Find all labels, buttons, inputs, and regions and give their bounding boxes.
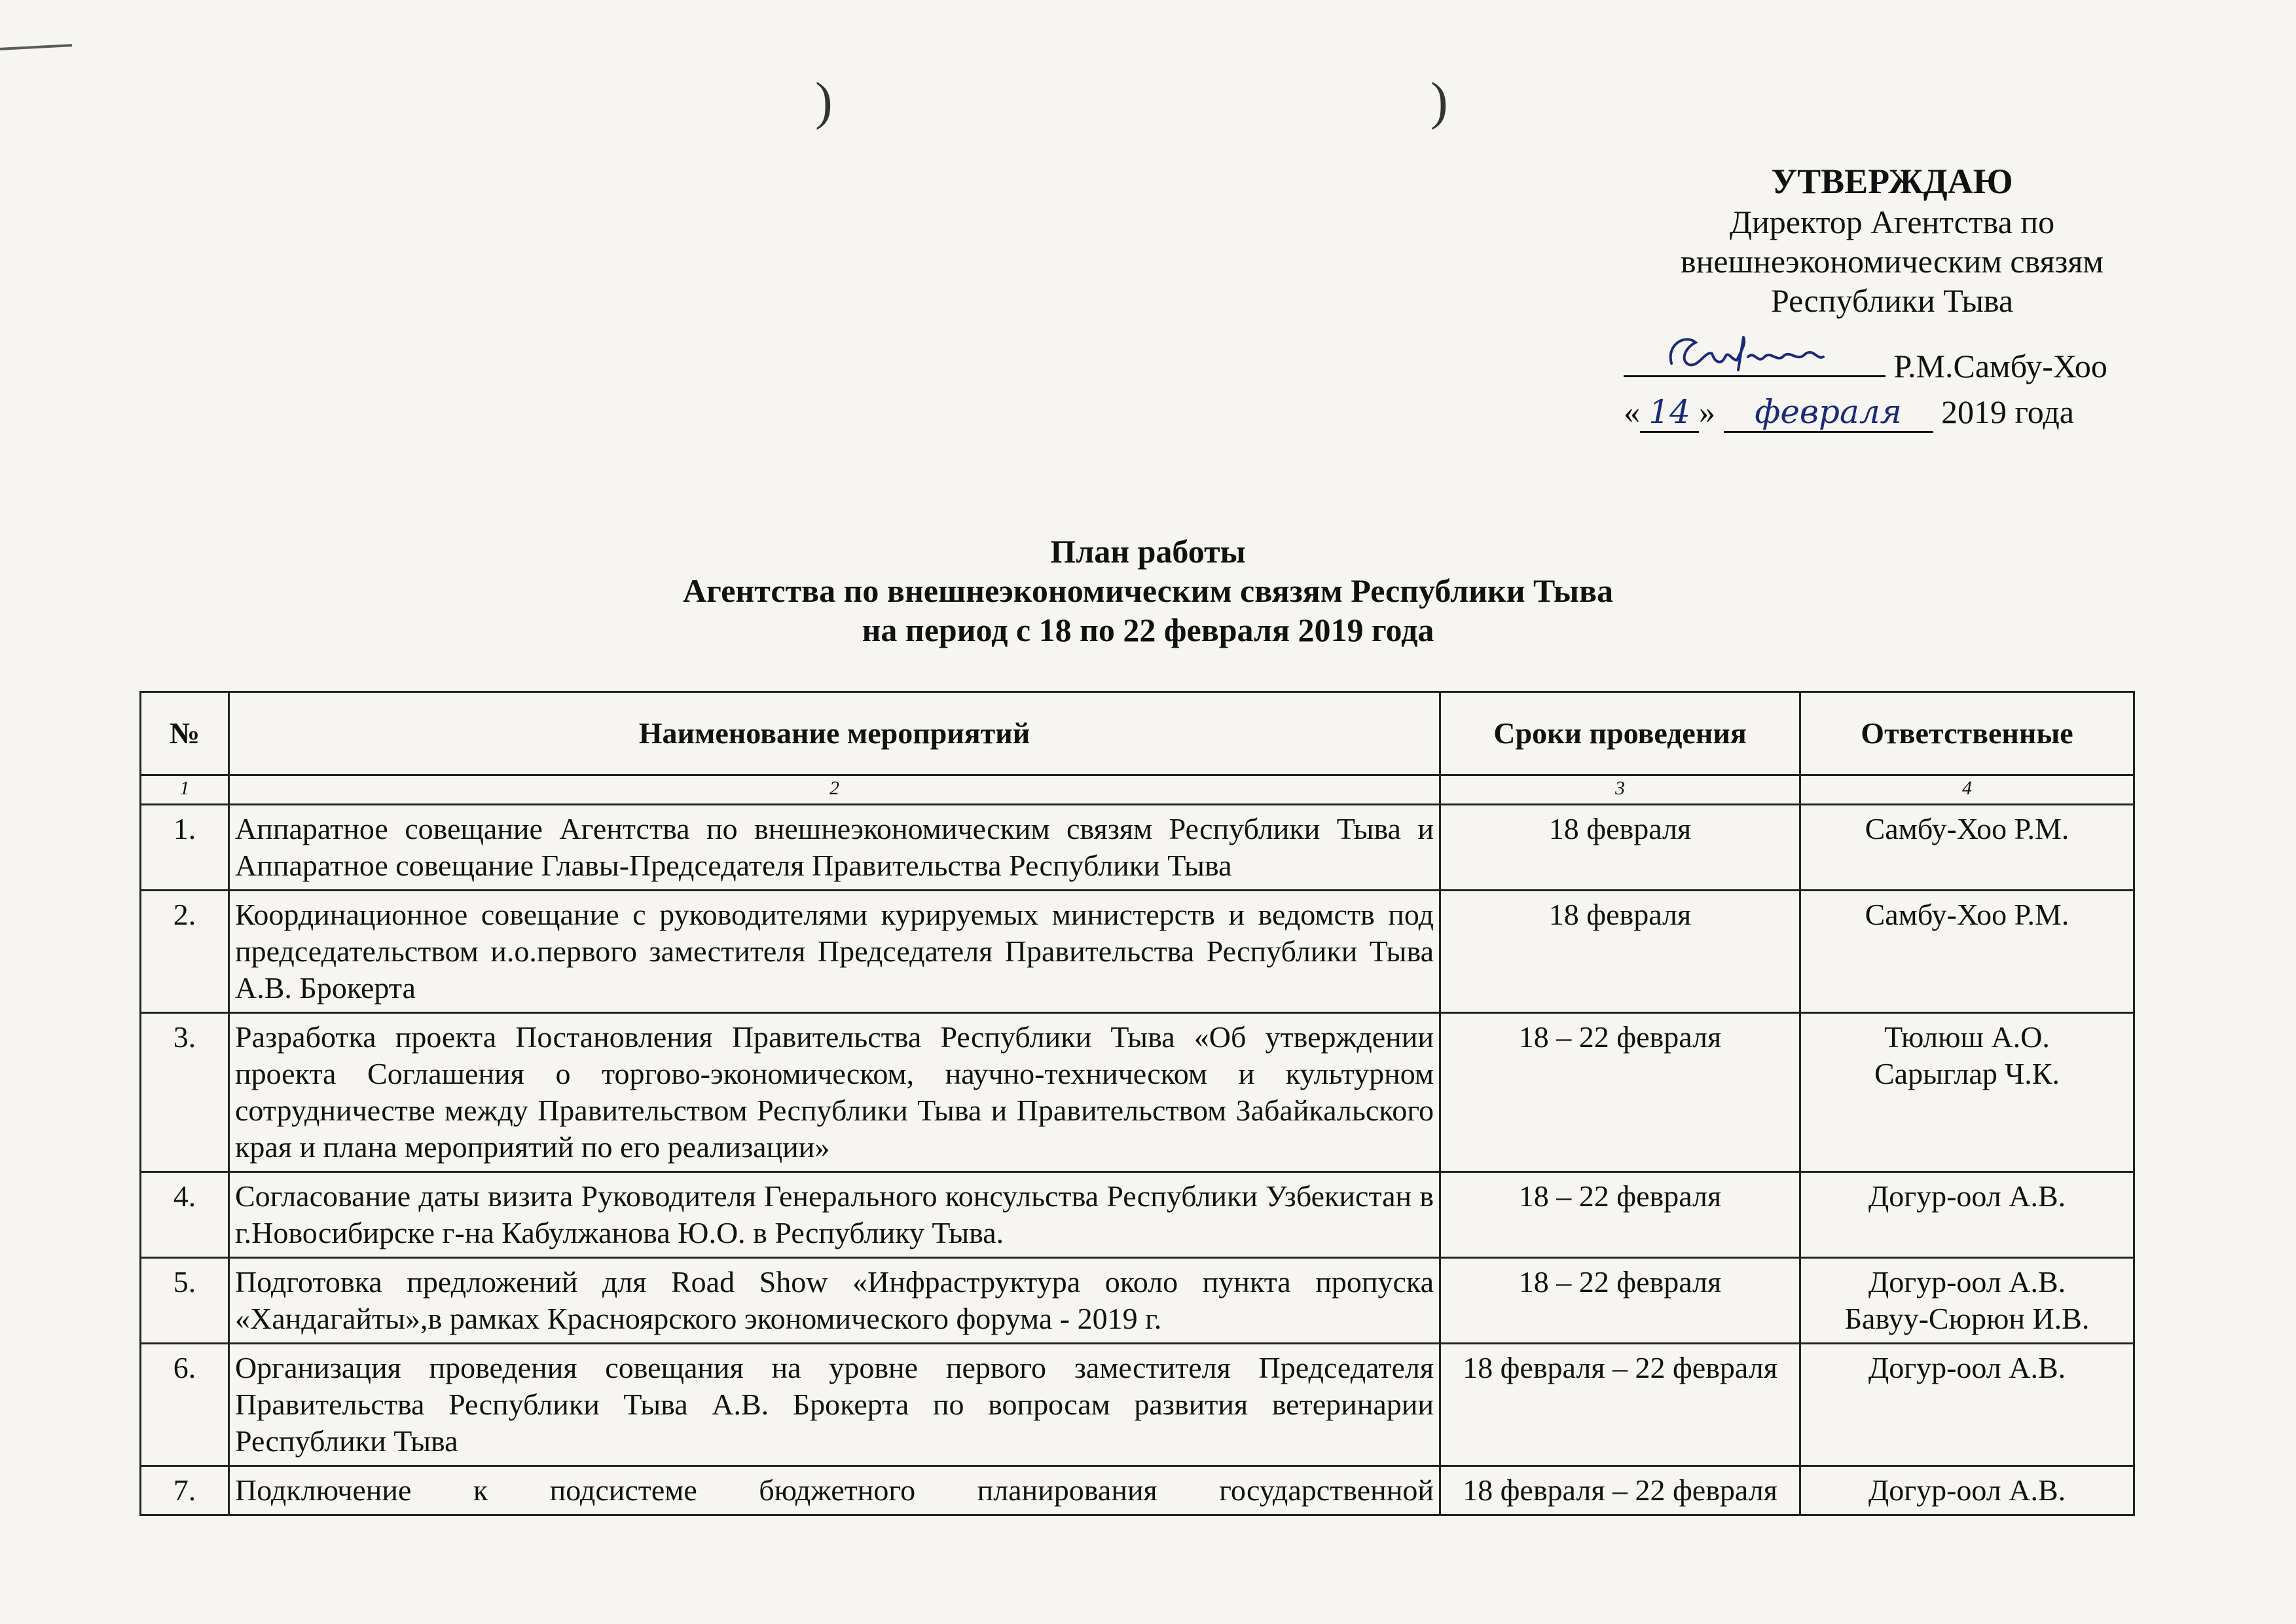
approval-title: УТВЕРЖДАЮ bbox=[1771, 162, 2013, 201]
row-term: 18 февраля – 22 февраля bbox=[1440, 1344, 1800, 1466]
approval-year: 2019 года bbox=[1941, 394, 2074, 430]
row-num: 7. bbox=[141, 1466, 229, 1515]
plan-title-line1: План работы bbox=[1050, 533, 1246, 570]
scan-edge-mark bbox=[0, 44, 72, 50]
column-number-row bbox=[141, 775, 2134, 805]
row-resp-person: Сарыглар Ч.К. bbox=[1874, 1057, 2060, 1090]
approval-month: февраля bbox=[1724, 393, 1933, 433]
row-resp-person: Догур-оол А.В. bbox=[1868, 1265, 2066, 1299]
handwritten-signature bbox=[1660, 324, 1830, 383]
header-num: № bbox=[141, 692, 229, 775]
row-name: Подключение к подсистеме бюджетного планирования государственной bbox=[229, 1466, 1440, 1515]
col-number: 2 bbox=[229, 775, 1440, 805]
approval-date: « 14 » февраля 2019 года bbox=[1624, 393, 2074, 433]
row-num: 6. bbox=[141, 1344, 229, 1466]
plan-title bbox=[0, 532, 2296, 650]
punch-hole-mark: ) bbox=[815, 73, 833, 130]
row-term: 18 – 22 февраля bbox=[1440, 1172, 1800, 1258]
row-resp-person: Бавуу-Сюрюн И.В. bbox=[1844, 1302, 2090, 1335]
table-row bbox=[141, 1344, 2134, 1466]
table-row bbox=[141, 1258, 2134, 1344]
header-name: Наименование мероприятий bbox=[229, 692, 1440, 775]
row-term: 18 февраля bbox=[1440, 805, 1800, 891]
row-resp: Догур-оол А.В. bbox=[1800, 1344, 2134, 1466]
plan-title-line3: на период с 18 по 22 февраля 2019 года bbox=[862, 612, 1434, 648]
row-term: 18 февраля – 22 февраля bbox=[1440, 1466, 1800, 1515]
table-row bbox=[141, 1466, 2134, 1515]
table-row bbox=[141, 1172, 2134, 1258]
table-row bbox=[141, 805, 2134, 891]
punch-hole-mark: ) bbox=[1430, 73, 1448, 130]
row-resp: Самбу-Хоо Р.М. bbox=[1800, 891, 2134, 1013]
plan-title-line2: Агентства по внешнеэкономическим связям Республики Тыва bbox=[683, 572, 1613, 609]
signature-field bbox=[1624, 344, 1886, 377]
plan-table bbox=[139, 691, 2135, 1516]
row-resp: Догур-оол А.В. bbox=[1800, 1466, 2134, 1515]
row-resp bbox=[1800, 1258, 2134, 1344]
table-row bbox=[141, 1013, 2134, 1172]
row-name: Аппаратное совещание Агентства по внешнеэкономическим связям Республики Тыва и Аппаратное совещание Главы-Председателя Правительства Республики Тыва bbox=[229, 805, 1440, 891]
row-term: 18 февраля bbox=[1440, 891, 1800, 1013]
header-resp: Ответственные bbox=[1800, 692, 2134, 775]
table-header-row bbox=[141, 692, 2134, 775]
row-resp bbox=[1800, 1013, 2134, 1172]
row-resp: Самбу-Хоо Р.М. bbox=[1800, 805, 2134, 891]
row-num: 4. bbox=[141, 1172, 229, 1258]
row-num: 3. bbox=[141, 1013, 229, 1172]
header-term: Сроки проведения bbox=[1440, 692, 1800, 775]
table-row bbox=[141, 891, 2134, 1013]
signer-name: Р.М.Самбу-Хоо bbox=[1893, 348, 2107, 384]
signature-line bbox=[1624, 344, 2200, 385]
row-resp-person: Тюлюш А.О. bbox=[1884, 1020, 2050, 1054]
approval-position-line2: внешнеэкономическим связям bbox=[1681, 243, 2104, 280]
row-num: 2. bbox=[141, 891, 229, 1013]
approval-day: 14 bbox=[1640, 393, 1699, 433]
row-term: 18 – 22 февраля bbox=[1440, 1013, 1800, 1172]
approval-position-line1: Директор Агентства по bbox=[1729, 204, 2055, 240]
col-number: 1 bbox=[141, 775, 229, 805]
approval-block bbox=[1597, 160, 2187, 320]
row-name: Разработка проекта Постановления Правительства Республики Тыва «Об утверждении проекта Соглашения о торгово-экономическом, научно-техническом и культурном сотрудничестве между Правительством Республики Тыва и Правительством Забайкальского края и плана мероприятий по его реализации» bbox=[229, 1013, 1440, 1172]
row-name: Организация проведения совещания на уровне первого заместителя Председателя Правительства Республики Тыва А.В. Брокерта по вопросам развития ветеринарии Республики Тыва bbox=[229, 1344, 1440, 1466]
row-name: Согласование даты визита Руководителя Генерального консульства Республики Узбекистан в г.Новосибирске г-на Кабулжанова Ю.О. в Республику Тыва. bbox=[229, 1172, 1440, 1258]
col-number: 3 bbox=[1440, 775, 1800, 805]
approval-position-line3: Республики Тыва bbox=[1770, 282, 2014, 319]
row-resp: Догур-оол А.В. bbox=[1800, 1172, 2134, 1258]
col-number: 4 bbox=[1800, 775, 2134, 805]
row-term: 18 – 22 февраля bbox=[1440, 1258, 1800, 1344]
row-num: 1. bbox=[141, 805, 229, 891]
row-num: 5. bbox=[141, 1258, 229, 1344]
row-name: Подготовка предложений для Road Show «Инфраструктура около пункта пропуска «Хандагайты»,в рамках Красноярского экономического форума - 2019 г. bbox=[229, 1258, 1440, 1344]
row-name: Координационное совещание с руководителями курируемых министерств и ведомств под председательством и.о.первого заместителя Председателя Правительства Республики Тыва А.В. Брокерта bbox=[229, 891, 1440, 1013]
